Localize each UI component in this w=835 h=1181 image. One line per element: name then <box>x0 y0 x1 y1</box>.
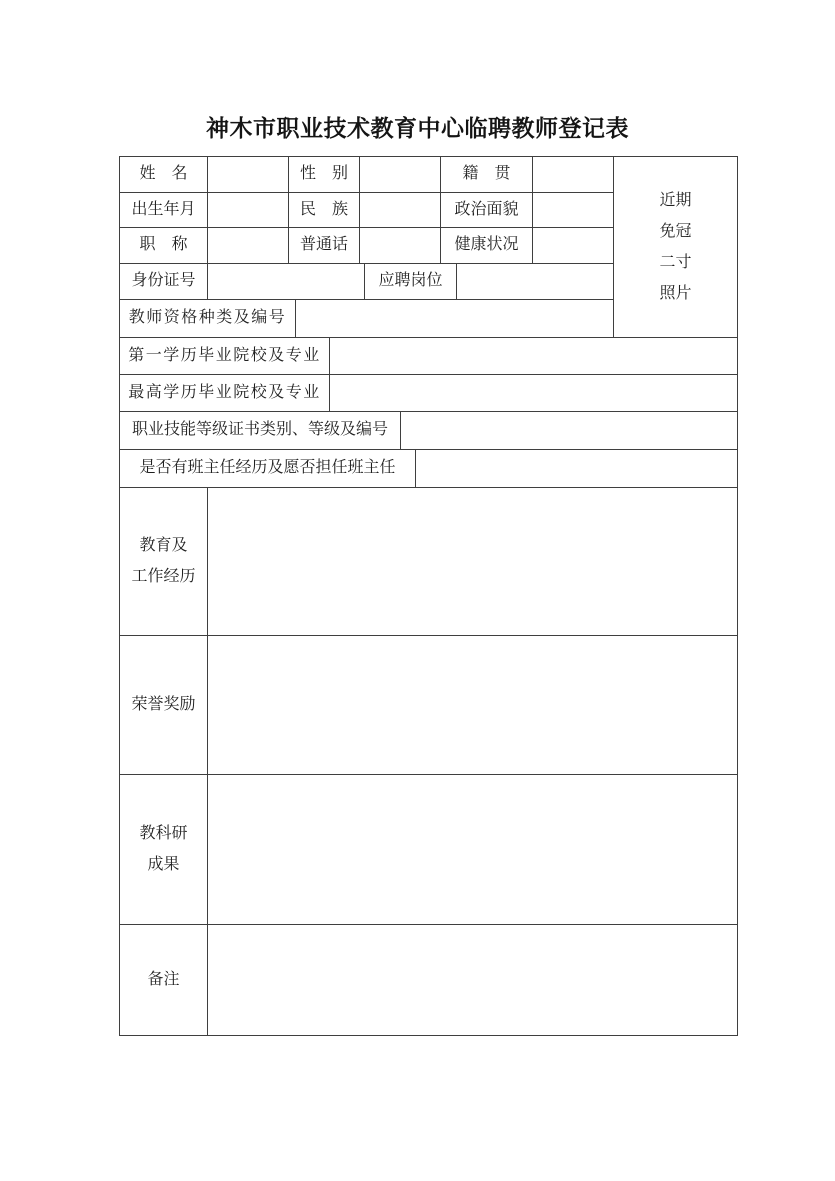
highest-degree-input-cell[interactable] <box>329 375 737 411</box>
ethnicity-input-cell[interactable] <box>359 193 440 227</box>
row-id-position <box>120 264 613 300</box>
photo-note-line: 二寸 <box>659 253 692 271</box>
research-label-line1: 教科研 <box>139 825 188 843</box>
mandarin-input-cell[interactable] <box>359 228 440 263</box>
native-place-label: 籍 贯 <box>440 157 532 192</box>
class-teacher-input-cell[interactable] <box>415 450 737 487</box>
name-label: 姓 名 <box>139 165 188 183</box>
row-class-teacher <box>120 450 737 488</box>
gender-label: 性 别 <box>288 157 359 192</box>
research-input-cell[interactable] <box>207 775 737 924</box>
top-left-grid <box>120 157 613 337</box>
honors-label: 荣誉奖励 <box>131 695 196 713</box>
id-number-input-cell[interactable] <box>207 264 364 299</box>
birth-date-input-cell[interactable] <box>207 193 288 227</box>
education-work-input-cell[interactable] <box>207 488 737 635</box>
mandarin-label: 普通话 <box>288 228 359 263</box>
honors-input-cell[interactable] <box>207 636 737 774</box>
position-applied-input-cell[interactable] <box>456 264 613 299</box>
remarks-label: 备注 <box>147 970 180 988</box>
research-label-line2: 成果 <box>147 855 180 873</box>
photo-note-line: 照片 <box>659 284 692 302</box>
row-honors <box>120 636 737 775</box>
political-status-label: 政治面貌 <box>440 193 532 227</box>
photo-note-line: 免冠 <box>659 222 692 240</box>
row-teacher-certificate <box>120 300 613 337</box>
first-degree-input-cell[interactable] <box>329 338 737 374</box>
teacher-certificate-label: 教师资格种类及编号 <box>128 309 287 327</box>
health-status-label: 健康状况 <box>440 228 532 263</box>
registration-form-table <box>119 156 738 1036</box>
row-title-mandarin-health <box>120 228 613 264</box>
vocational-certificate-label: 职业技能等级证书类别、等级及编号 <box>131 421 388 439</box>
row-remarks <box>120 925 737 1035</box>
vocational-certificate-input-cell[interactable] <box>400 412 737 449</box>
row-highest-degree <box>120 375 737 412</box>
political-status-input-cell[interactable] <box>532 193 613 227</box>
row-first-degree <box>120 338 737 375</box>
gender-input-cell[interactable] <box>359 157 440 192</box>
research-label <box>120 775 207 924</box>
education-work-label-line2: 工作经历 <box>131 567 196 585</box>
health-status-input-cell[interactable] <box>532 228 613 263</box>
form-title: 神木市职业技术教育中心临聘教师登记表 <box>206 115 629 141</box>
row-research <box>120 775 737 925</box>
name-input-cell[interactable] <box>207 157 288 192</box>
education-work-label <box>120 488 207 635</box>
photo-note-line: 近期 <box>659 191 692 209</box>
birth-date-label: 出生年月 <box>131 200 196 218</box>
first-degree-label: 第一学历毕业院校及专业 <box>128 346 321 364</box>
professional-title-label: 职 称 <box>139 236 188 254</box>
native-place-input-cell[interactable] <box>532 157 613 192</box>
row-birth-ethnicity-political <box>120 193 613 228</box>
top-section <box>120 157 737 338</box>
row-education-work <box>120 488 737 636</box>
id-number-label: 身份证号 <box>131 272 196 290</box>
position-applied-label: 应聘岗位 <box>364 264 456 299</box>
remarks-input-cell[interactable] <box>207 925 737 1035</box>
highest-degree-label: 最高学历毕业院校及专业 <box>128 383 321 401</box>
photo-placeholder-cell[interactable] <box>613 157 737 337</box>
class-teacher-label: 是否有班主任经历及愿否担任班主任 <box>139 459 396 477</box>
education-work-label-line1: 教育及 <box>139 537 188 555</box>
ethnicity-label: 民 族 <box>288 193 359 227</box>
row-vocational-certificate <box>120 412 737 450</box>
teacher-certificate-input-cell[interactable] <box>295 300 613 337</box>
row-name-gender-native <box>120 157 613 193</box>
professional-title-input-cell[interactable] <box>207 228 288 263</box>
